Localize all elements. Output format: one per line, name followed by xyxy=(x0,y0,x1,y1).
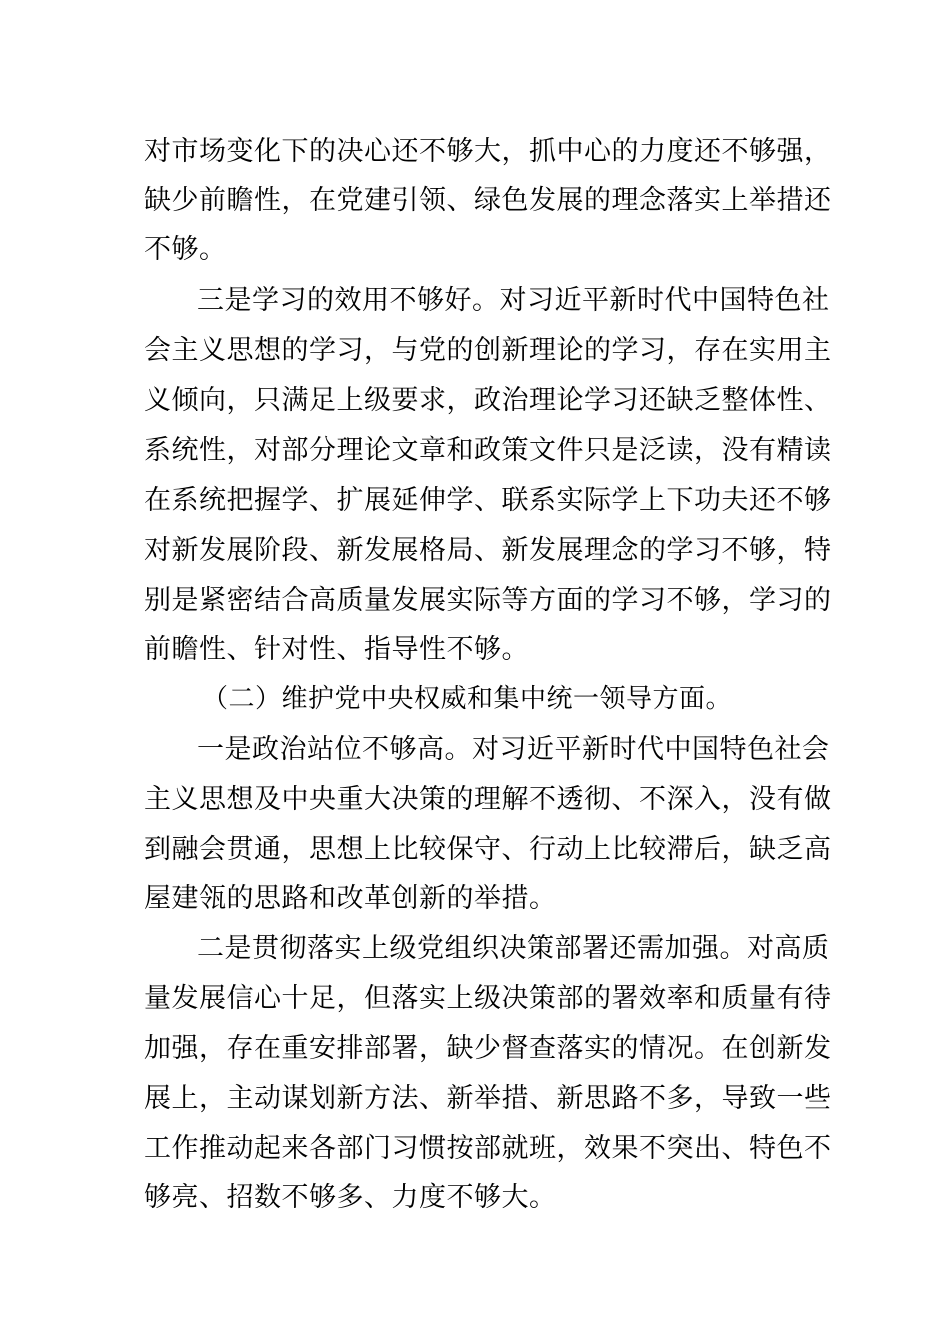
body-text-line: 到融会贯通，思想上比较保守、行动上比较滞后，缺乏高 xyxy=(144,834,832,865)
body-text-line: 不够。 xyxy=(144,234,227,265)
body-text-line: 够亮、招数不够多、力度不够大。 xyxy=(144,1182,557,1213)
body-text-line: 对新发展阶段、新发展格局、新发展理念的学习不够，特 xyxy=(144,535,832,566)
body-text-line: 对市场变化下的决心还不够大，抓中心的力度还不够强， xyxy=(144,136,832,167)
paragraph-first-line: 三是学习的效用不够好。对习近平新时代中国特色社 xyxy=(197,285,830,316)
paragraph-first-line: 二是贯彻落实上级党组织决策部署还需加强。对高质 xyxy=(197,933,830,964)
body-text-line: 加强，存在重安排部署，缺少督查落实的情况。在创新发 xyxy=(144,1033,832,1064)
body-text-line: 系统性，对部分理论文章和政策文件只是泛读，没有精读 xyxy=(144,435,832,466)
section-heading: （二）维护党中央权威和集中统一领导方面。 xyxy=(202,684,733,714)
body-text-line: 量发展信心十足，但落实上级决策部的署效率和质量有待 xyxy=(144,983,832,1014)
body-text-line: 义倾向，只满足上级要求，政治理论学习还缺乏整体性、 xyxy=(144,385,832,416)
body-text-line: 屋建瓴的思路和改革创新的举措。 xyxy=(144,883,557,914)
body-text-line: 别是紧密结合高质量发展实际等方面的学习不够，学习的 xyxy=(144,585,832,616)
body-text-line: 展上，主动谋划新方法、新举措、新思路不多，导致一些 xyxy=(144,1083,832,1114)
paragraph-first-line: 一是政治站位不够高。对习近平新时代中国特色社会 xyxy=(197,734,830,765)
body-text-line: 前瞻性、针对性、指导性不够。 xyxy=(144,634,529,665)
body-text-line: 在系统把握学、扩展延伸学、联系实际学上下功夫还不够 xyxy=(144,485,832,516)
body-text-line: 会主义思想的学习，与党的创新理论的学习，存在实用主 xyxy=(144,335,832,366)
body-text-line: 主义思想及中央重大决策的理解不透彻、不深入，没有做 xyxy=(144,784,832,815)
body-text-line: 工作推动起来各部门习惯按部就班，效果不突出、特色不 xyxy=(144,1133,832,1164)
body-text-line: 缺少前瞻性，在党建引领、绿色发展的理念落实上举措还 xyxy=(144,185,832,216)
